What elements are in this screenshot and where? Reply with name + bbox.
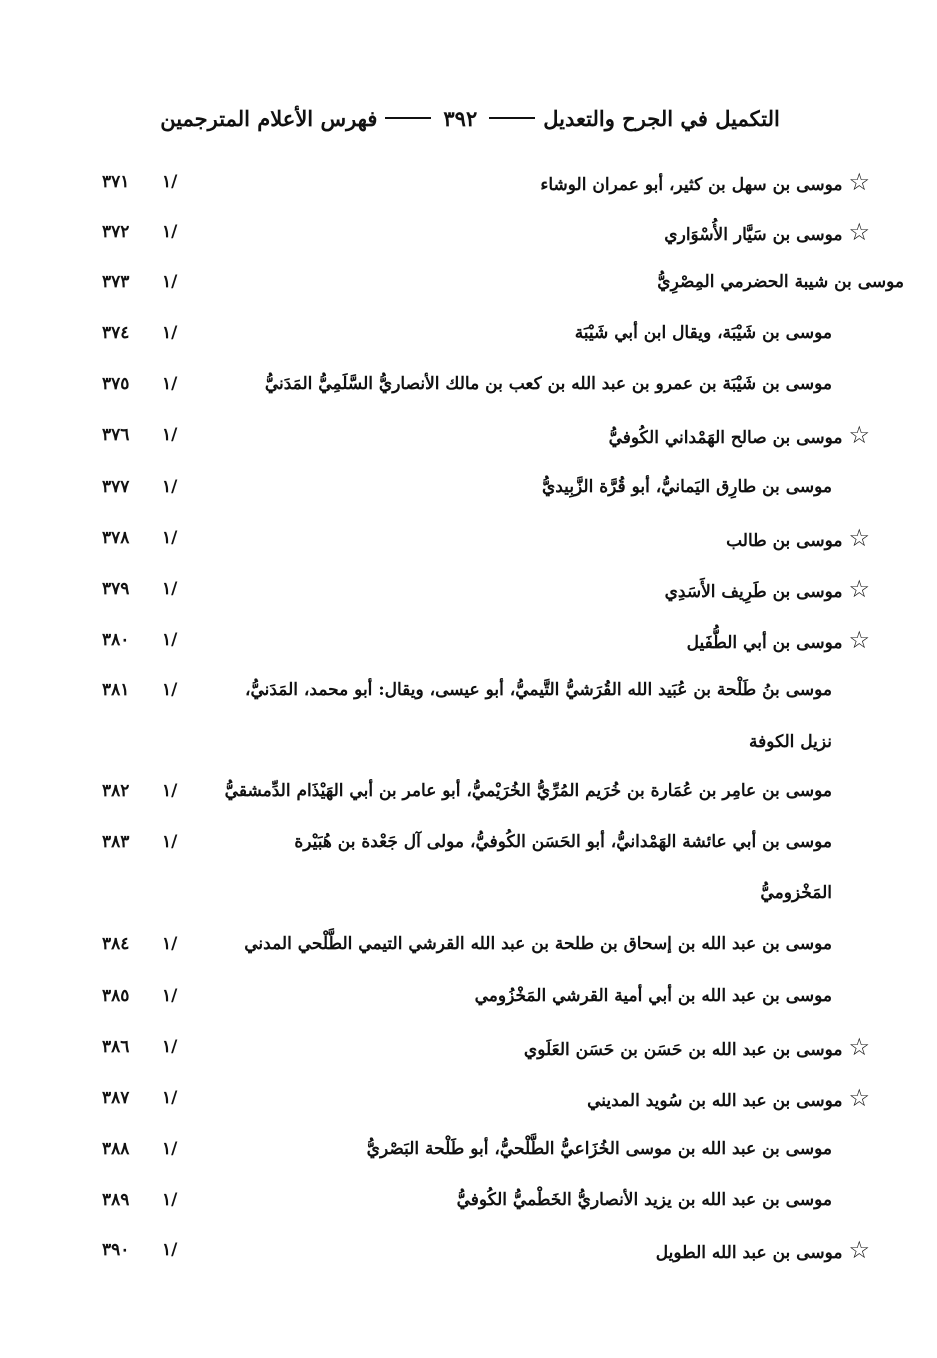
page-number: ٣٩٢ bbox=[443, 105, 478, 131]
entry-volume: ١/ bbox=[162, 934, 178, 954]
entry-name bbox=[540, 162, 870, 202]
entry-number: ٣٧٣ bbox=[102, 272, 130, 292]
entry-number: ٣٩٠ bbox=[102, 1240, 130, 1260]
header-dash bbox=[385, 117, 431, 119]
star-outline-icon: ☆ bbox=[848, 421, 870, 449]
entry-name bbox=[575, 313, 832, 353]
entry-name bbox=[244, 924, 832, 964]
entry-name-text: موسى بنُ طَلْحة بن عُبَيد الله القُرَشيُّ التَّيميُّ، أبو عيسى، ويقال: أبو محمد، المَدَنيُّ، bbox=[244, 680, 832, 700]
star-outline-icon: ☆ bbox=[848, 1033, 870, 1061]
entry-number: ٣٧٦ bbox=[102, 425, 130, 445]
index-entry bbox=[90, 162, 870, 202]
entry-number: ٣٨٣ bbox=[102, 832, 130, 852]
entry-volume: ١/ bbox=[162, 579, 178, 599]
entry-reference bbox=[90, 415, 210, 455]
entry-name bbox=[367, 1129, 832, 1169]
entry-reference bbox=[90, 822, 210, 862]
entry-reference bbox=[90, 1230, 210, 1270]
entry-name-text: موسى بن عبد الله بن سُويد المديني bbox=[587, 1091, 843, 1111]
entry-continuation: نزيل الكوفة bbox=[749, 732, 832, 752]
entry-reference bbox=[90, 924, 210, 964]
entry-name bbox=[687, 620, 870, 660]
index-entry bbox=[90, 364, 870, 404]
index-entry bbox=[90, 569, 870, 609]
entry-number: ٣٨١ bbox=[102, 680, 130, 700]
entry-reference bbox=[90, 313, 210, 353]
entry-reference bbox=[90, 1027, 210, 1067]
star-outline-icon: ☆ bbox=[848, 168, 870, 196]
entry-name-text: موسى بن عبد الله بن حَسَن بن حَسَن العَلَوي bbox=[523, 1040, 843, 1060]
entry-name-text: موسى بن عبد الله بن إسحاق بن طلحة بن عبد الله القرشي التيمي الطَّلْحي المدني bbox=[244, 934, 832, 954]
star-outline-icon: ☆ bbox=[848, 1084, 870, 1112]
star-outline-icon: ☆ bbox=[848, 626, 870, 654]
entry-volume: ١/ bbox=[162, 680, 178, 700]
index-entry bbox=[90, 620, 870, 660]
entry-number: ٣٨٥ bbox=[102, 986, 130, 1006]
entry-volume: ١/ bbox=[162, 528, 178, 548]
entry-reference bbox=[90, 620, 210, 660]
index-entry bbox=[90, 262, 904, 302]
entry-number: ٣٧٥ bbox=[102, 374, 130, 394]
entry-number: ٣٨٤ bbox=[102, 934, 130, 954]
entry-number: ٣٨٢ bbox=[102, 781, 130, 801]
index-entry bbox=[90, 1230, 870, 1270]
page-header bbox=[150, 98, 790, 138]
entry-reference bbox=[90, 1180, 210, 1220]
entry-reference bbox=[90, 771, 210, 811]
entry-number: ٣٧٧ bbox=[102, 477, 130, 497]
entry-continuation: المَخْزوميُّ bbox=[760, 883, 832, 903]
entry-reference bbox=[90, 976, 210, 1016]
star-outline-icon: ☆ bbox=[848, 1236, 870, 1264]
star-outline-icon: ☆ bbox=[848, 218, 870, 246]
entry-name-text: موسى بن أبي الطُّفَيل bbox=[686, 633, 843, 653]
entry-volume: ١/ bbox=[162, 630, 178, 650]
entry-number: ٣٨٧ bbox=[102, 1088, 130, 1108]
index-entry bbox=[90, 976, 870, 1016]
entry-number: ٣٨٠ bbox=[102, 630, 130, 650]
entry-volume: ١/ bbox=[162, 1190, 178, 1210]
entry-name-text: موسى بن سَيَّار الأُسْوَاري bbox=[664, 225, 843, 245]
entry-volume: ١/ bbox=[162, 1037, 178, 1057]
entry-name bbox=[524, 1027, 870, 1067]
entry-name bbox=[657, 262, 904, 302]
entry-reference bbox=[90, 467, 210, 507]
entry-volume: ١/ bbox=[162, 425, 178, 445]
entry-number: ٣٧٤ bbox=[102, 323, 130, 343]
entry-name bbox=[542, 467, 832, 507]
index-entry bbox=[90, 670, 870, 710]
entry-volume: ١/ bbox=[162, 1240, 178, 1260]
entry-name bbox=[294, 822, 832, 862]
index-entry bbox=[90, 1180, 870, 1220]
entry-reference bbox=[90, 518, 210, 558]
index-entry bbox=[90, 518, 870, 558]
book-title: التكميل في الجرح والتعديل bbox=[543, 105, 780, 131]
star-outline-icon: ☆ bbox=[848, 524, 870, 552]
entry-name-text: موسى بن شيبة الحضرمي المِصْرِيُّ bbox=[657, 272, 904, 292]
entry-name-text: موسى بن طالب bbox=[726, 531, 843, 551]
entry-name bbox=[609, 415, 870, 455]
entry-reference bbox=[90, 212, 210, 252]
entry-volume: ١/ bbox=[162, 323, 178, 343]
entry-number: ٣٧٢ bbox=[102, 222, 130, 242]
entry-number: ٣٧١ bbox=[102, 172, 130, 192]
entry-number: ٣٨٨ bbox=[102, 1139, 130, 1159]
entry-number: ٣٧٩ bbox=[102, 579, 130, 599]
entry-reference bbox=[90, 670, 210, 710]
entry-name bbox=[664, 212, 870, 252]
entry-name-text: موسى بن طارِق اليَمانيُّ، أبو قُرَّة الزَّبِيديُّ bbox=[541, 477, 832, 497]
entry-name-text: موسى بن عبد الله بن أبي أمية القرشي المَخْزُومي bbox=[474, 986, 832, 1006]
index-entry bbox=[90, 415, 870, 455]
entry-volume: ١/ bbox=[162, 781, 178, 801]
entry-volume: ١/ bbox=[162, 172, 178, 192]
index-entry bbox=[90, 1027, 870, 1067]
entry-reference bbox=[90, 1078, 210, 1118]
entry-name-text: موسى بن عامِر بن عُمَارة بن خُرَيم المُرِّيُّ الخُرَيْميُّ، أبو عامر بن أبي الهَيْذَام الدِّمشقيُّ bbox=[224, 781, 832, 801]
entry-name-text: موسى بن شَيْبَة، ويقال ابن أبي شَيْبَة bbox=[574, 323, 832, 343]
entry-name-text: موسى بن عبد الله بن يزيد الأنصاريُّ الخَطْميُّ الكُوفيُّ bbox=[456, 1190, 832, 1210]
index-entry bbox=[90, 467, 870, 507]
entry-volume: ١/ bbox=[162, 222, 178, 242]
section-title: فهرس الأعلام المترجمين bbox=[160, 105, 378, 131]
entry-reference bbox=[90, 364, 210, 404]
entry-name-text: موسى بن طَرِيف الأَسَدِي bbox=[664, 582, 843, 602]
entry-volume: ١/ bbox=[162, 1088, 178, 1108]
entry-name bbox=[225, 771, 832, 811]
entry-name-text: موسى بن عبد الله بن موسى الخُزَاعيُّ الطَّلْحيُّ، أبو طَلْحة البَصْريُّ bbox=[366, 1139, 832, 1159]
entry-name bbox=[587, 1078, 870, 1118]
entry-volume: ١/ bbox=[162, 1139, 178, 1159]
index-entry bbox=[90, 212, 870, 252]
entry-name bbox=[265, 364, 832, 404]
entry-name bbox=[245, 670, 832, 710]
entry-reference bbox=[90, 1129, 210, 1169]
entry-volume: ١/ bbox=[162, 374, 178, 394]
entry-number: ٣٨٦ bbox=[102, 1037, 130, 1057]
index-entry bbox=[90, 313, 870, 353]
entry-volume: ١/ bbox=[162, 986, 178, 1006]
index-entry bbox=[90, 1078, 870, 1118]
entry-volume: ١/ bbox=[162, 477, 178, 497]
entry-name bbox=[665, 569, 870, 609]
entry-name bbox=[656, 1230, 870, 1270]
entry-name-text: موسى بن أبي عائشة الهَمْدانيُّ، أبو الحَسَن الكُوفيُّ، مولى آل جَعْدة بن هُبَيْرة bbox=[294, 832, 832, 852]
index-entry bbox=[90, 924, 870, 964]
entry-reference bbox=[90, 262, 210, 302]
entry-volume: ١/ bbox=[162, 832, 178, 852]
star-outline-icon: ☆ bbox=[848, 575, 870, 603]
entry-reference bbox=[90, 569, 210, 609]
header-dash bbox=[489, 117, 535, 119]
entry-reference bbox=[90, 162, 210, 202]
entry-name-text: موسى بن شَيْبَة بن عمرو بن عبد الله بن كعب بن مالك الأنصاريُّ السَّلَمِيُّ المَدَنيُّ bbox=[264, 374, 832, 394]
entry-number: ٣٨٩ bbox=[102, 1190, 130, 1210]
entry-number: ٣٧٨ bbox=[102, 528, 130, 548]
entry-name bbox=[457, 1180, 832, 1220]
entry-name bbox=[726, 518, 870, 558]
entry-name-text: موسى بن عبد الله الطويل bbox=[655, 1243, 843, 1263]
entry-name bbox=[475, 976, 832, 1016]
index-entry bbox=[90, 771, 870, 811]
entry-name-text: موسى بن صالح الهَمْداني الكُوفيُّ bbox=[608, 428, 843, 448]
entry-volume: ١/ bbox=[162, 272, 178, 292]
index-entry bbox=[90, 822, 870, 862]
entry-name-text: موسى بن سهل بن كثير، أبو عمران الوشاء bbox=[540, 175, 843, 195]
index-entry bbox=[90, 1129, 870, 1169]
